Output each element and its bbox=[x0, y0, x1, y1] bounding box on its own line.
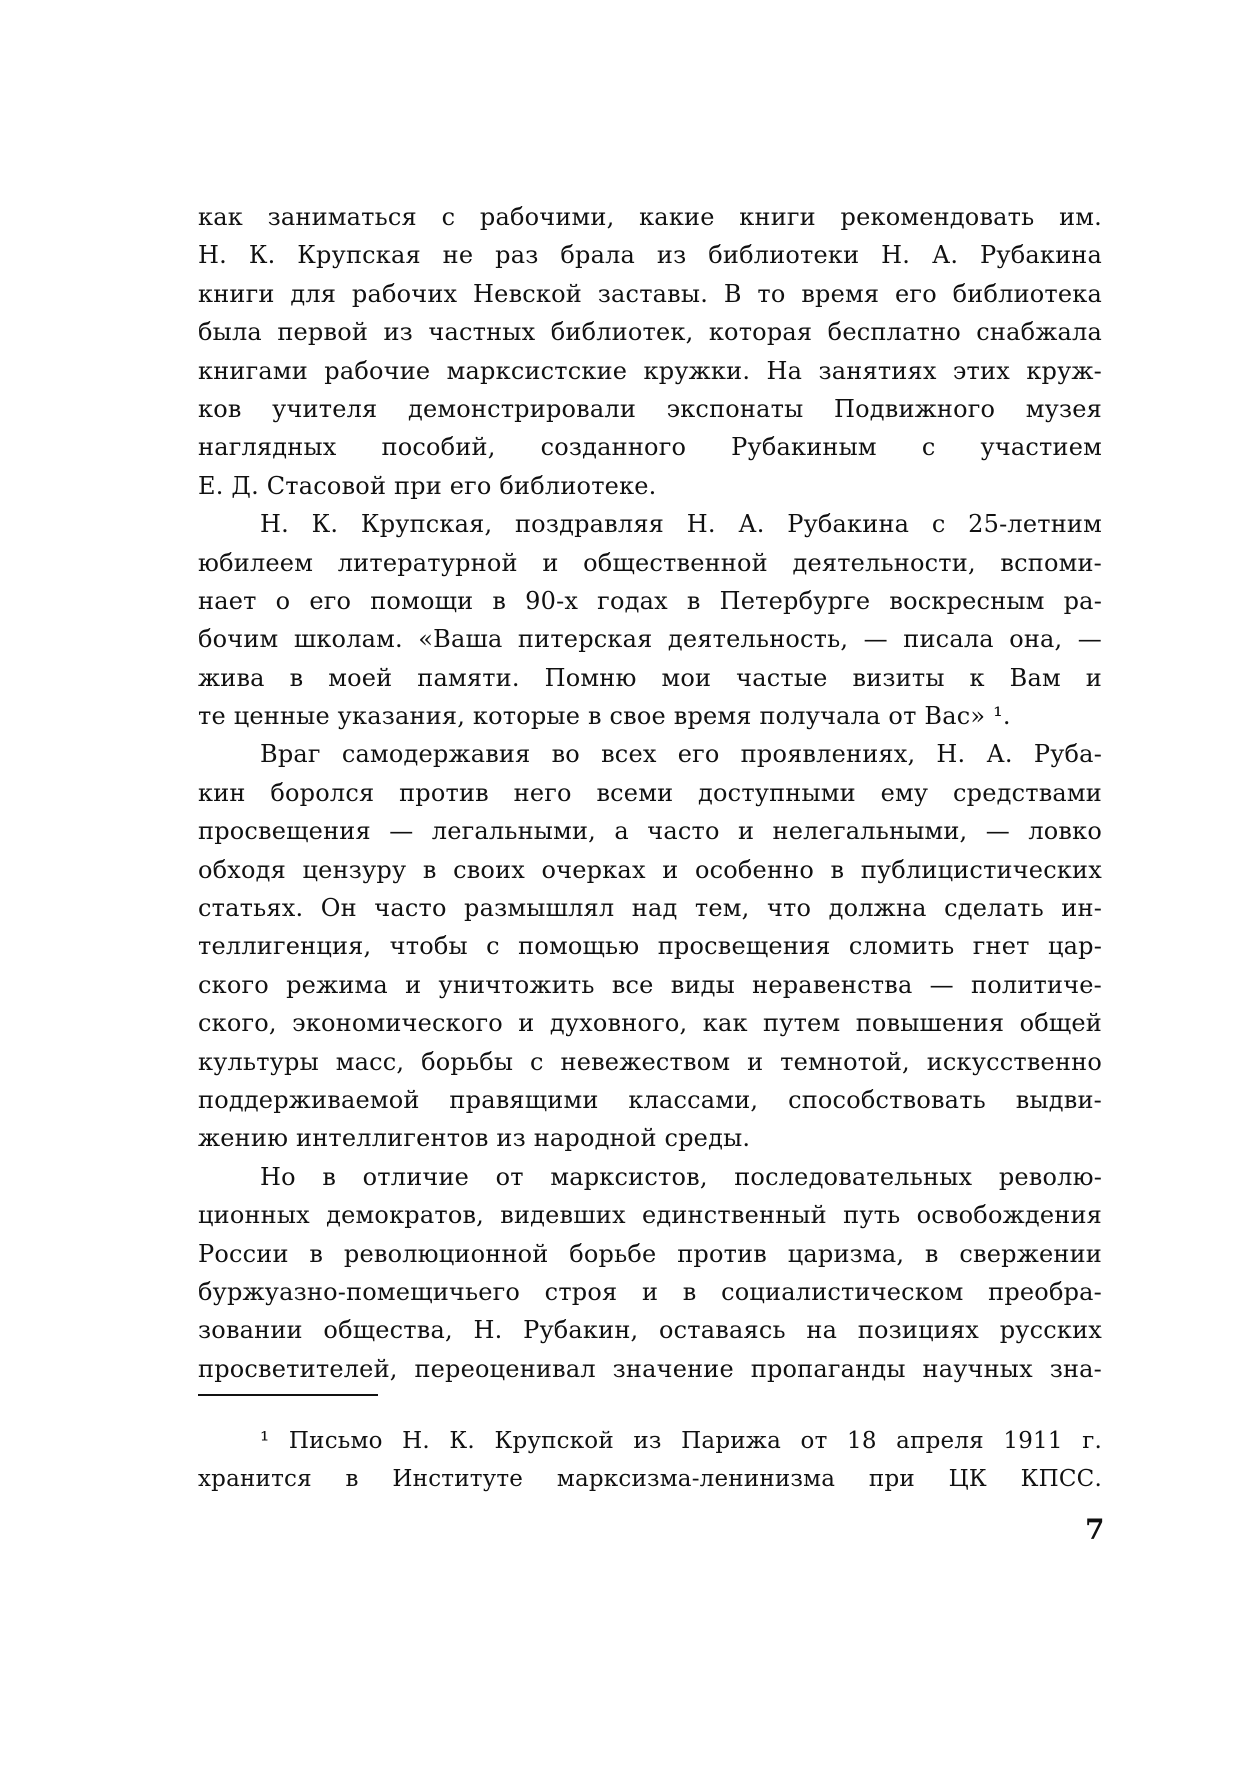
text-line: просвещения — легальными, а часто и нелегальными, — ловко bbox=[198, 817, 1102, 846]
text-line: поддерживаемой правящими классами, способствовать выдви- bbox=[198, 1085, 1102, 1114]
footnote-divider bbox=[198, 1394, 378, 1396]
text-line: ского, экономического и духовного, как путем повышения общей bbox=[198, 1009, 1102, 1038]
text-line: зовании общества, Н. Рубакин, оставаясь на позициях русских bbox=[198, 1316, 1102, 1345]
text-line: была первой из частных библиотек, которая бесплатно снабжала bbox=[198, 318, 1102, 347]
text-line: ского режима и уничтожить все виды неравенства — политиче- bbox=[198, 970, 1102, 999]
text-line: Но в отличие от марксистов, последовательных револю- bbox=[260, 1162, 1102, 1191]
text-line: ков учителя демонстрировали экспонаты Подвижного музея bbox=[198, 394, 1102, 423]
footnote-line: ¹ Письмо Н. К. Крупской из Парижа от 18 апреля 1911 г. bbox=[260, 1428, 1102, 1454]
text-line: юбилеем литературной и общественной деятельности, вспоми- bbox=[198, 548, 1102, 577]
text-line: книгами рабочие марксистские кружки. На занятиях этих круж- bbox=[198, 356, 1102, 385]
text-line: статьях. Он часто размышлял над тем, что должна сделать ин- bbox=[198, 894, 1102, 923]
text-line: культуры масс, борьбы с невежеством и темнотой, искусственно bbox=[198, 1047, 1102, 1076]
text-line: Н. К. Крупская не раз брала из библиотеки Н. А. Рубакина bbox=[198, 241, 1102, 270]
text-line: Е. Д. Стасовой при его библиотеке. bbox=[198, 471, 657, 500]
footnote-line: хранится в Институте марксизма-ленинизма при ЦК КПСС. bbox=[198, 1466, 1102, 1492]
text-line: ционных демократов, видевших единственный путь освобождения bbox=[198, 1201, 1102, 1230]
text-line: просветителей, переоценивал значение пропаганды научных зна- bbox=[198, 1354, 1102, 1383]
text-line: те ценные указания, которые в свое время получала от Вас» ¹. bbox=[198, 702, 1011, 731]
text-line: кин боролся против него всеми доступными ему средствами bbox=[198, 778, 1102, 807]
main-text bbox=[198, 198, 1102, 1388]
page-number: 7 bbox=[1085, 1513, 1105, 1546]
text-line: нает о его помощи в 90-х годах в Петербурге воскресным ра- bbox=[198, 586, 1102, 615]
text-line: обходя цензуру в своих очерках и особенно в публицистических bbox=[198, 855, 1102, 884]
text-line: России в революционной борьбе против царизма, в свержении bbox=[198, 1239, 1102, 1268]
text-line: книги для рабочих Невской заставы. В то время его библиотека bbox=[198, 279, 1102, 308]
text-line: Враг самодержавия во всех его проявлениях, Н. А. Руба- bbox=[260, 740, 1102, 769]
text-line: наглядных пособий, созданного Рубакиным с участием bbox=[198, 433, 1102, 462]
text-line: бочим школам. «Ваша питерская деятельность, — писала она, — bbox=[198, 625, 1102, 654]
footnote bbox=[198, 1422, 1102, 1498]
text-line: буржуазно-помещичьего строя и в социалистическом преобра- bbox=[198, 1277, 1102, 1306]
text-line: как заниматься с рабочими, какие книги рекомендовать им. bbox=[198, 203, 1102, 231]
text-line: жению интеллигентов из народной среды. bbox=[198, 1124, 751, 1153]
text-line: Н. К. Крупская, поздравляя Н. А. Рубакина с 25-летним bbox=[260, 510, 1102, 539]
text-line: теллигенция, чтобы с помощью просвещения сломить гнет цар- bbox=[198, 932, 1102, 961]
text-line: жива в моей памяти. Помню мои частые визиты к Вам и bbox=[198, 663, 1102, 692]
